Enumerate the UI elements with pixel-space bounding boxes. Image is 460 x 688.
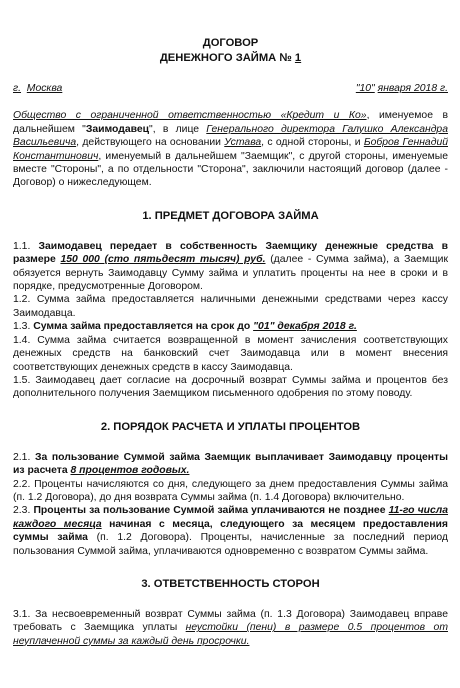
- clause-3-1: [13, 608, 448, 648]
- lender-organization: Общество с ограниченной ответственностью «Кредит и Ко»: [13, 110, 367, 122]
- penalty-rate: неустойки (пени) в размере 0.5 процентов от неуплаченной суммы за каждый день просрочки.: [13, 622, 448, 647]
- preamble-text: , именуемый в дальнейшем "Заемщик", с другой стороны, именуемые вместе "Стороны", а по отдельности "Сторона", заключили настоящий договор (далее - Договор) о нижеследующем.: [13, 150, 448, 189]
- clause-2-2: 2.2. Проценты начисляются со дня, следующего за днем предоставления Суммы займа (п. 1.2 Договора), до дня возврата Суммы займа (п. 1.4 Договора) включительно.: [13, 478, 448, 503]
- clause-number: 2.3.: [13, 505, 34, 517]
- clause-1-2: 1.2. Сумма займа предоставляется наличными денежными средствами через кассу Заимодавца.: [13, 294, 448, 319]
- interest-rate: 8 процентов годовых.: [70, 465, 190, 477]
- clause-number: 2.1.: [13, 451, 35, 463]
- clause-number: 1.3.: [13, 321, 34, 333]
- document-title: ДОГОВОР: [202, 37, 259, 49]
- clause-1-4: 1.4. Сумма займа считается возвращенной в момент зачисления соответствующих денежных средств на банковский счет Заимодавца или в момент внесения соответствующих денежных средств в кассу Заимодавца.: [13, 334, 448, 373]
- date-day: "10": [355, 83, 375, 94]
- clause-bold-text: начиная с месяца, следующего за месяцем предоставления суммы займа: [13, 518, 448, 544]
- clause-1-1: [13, 240, 448, 294]
- clause-1-5: 1.5. Заимодавец дает согласие на досрочный возврат Суммы займа и процентов без дополнительного получения Заемщиком письменного одобрения по этому поводу.: [13, 374, 448, 400]
- section-heading-subject: 1. ПРЕДМЕТ ДОГОВОРА ЗАЙМА: [142, 209, 319, 222]
- clause-text: (п. 1.2 Договора). Проценты, начисленные за последний период пользования Суммой займа, уплачиваются одновременно с возвратом Суммы займа.: [13, 532, 448, 557]
- section-heading-liability: 3. ОТВЕТСТВЕННОСТЬ СТОРОН: [141, 577, 320, 590]
- clause-text: 3.1. За несвоевременный возврат Суммы займа (п. 1.3 Договора) Заимодавец вправе требовать с Заемщика уплаты: [13, 608, 448, 634]
- section-heading-interest: 2. ПОРЯДОК РАСЧЕТА И УПЛАТЫ ПРОЦЕНТОВ: [100, 420, 361, 433]
- clause-bold-text: За пользование Суммой займа Заемщик выплачивает Заимодавцу проценты из расчета: [13, 451, 449, 477]
- authority-basis: Устава: [224, 137, 262, 149]
- clause-number: 1.1.: [13, 240, 39, 252]
- director-position: Генерального директора Галушко Александра Васильевича: [13, 123, 448, 149]
- preamble-text: , действующего на основании: [76, 137, 225, 149]
- document-subtitle: [13, 51, 448, 65]
- clause-bold-text: Проценты за пользование Суммой займа уплачиваются не позднее: [33, 505, 389, 517]
- clause-bold-text: Сумма займа предоставляется на срок до: [33, 321, 254, 333]
- preamble-text: , именуемое в дальнейшем ": [13, 110, 448, 135]
- date-block: [356, 82, 448, 95]
- clause-2-3: [13, 504, 448, 558]
- contract-number: 1: [294, 52, 302, 64]
- clause-2-1: [13, 451, 448, 478]
- subtitle-text: ДЕНЕЖНОГО ЗАЙМА №: [159, 52, 292, 64]
- borrower-name: Бобров Геннадий Константинович: [13, 137, 448, 162]
- loan-amount: 150 000 (сто пятьдесят тысяч) руб.: [60, 254, 266, 266]
- city-name: Москва: [26, 83, 63, 94]
- clause-bold-text: Заимодавец передает в собственность Заемщику денежные средства в размере: [13, 240, 448, 266]
- city-block: [13, 82, 62, 95]
- lender-role: Заимодавец: [85, 123, 150, 135]
- clause-1-3: [13, 320, 448, 333]
- payment-day: 11-го числа каждого месяца: [13, 505, 449, 530]
- preamble: [13, 109, 448, 189]
- preamble-text: ", в лице: [149, 123, 207, 135]
- city-date-line: [13, 82, 448, 95]
- loan-due-date: "01" декабря 2018 г.: [253, 321, 357, 333]
- preamble-text: , с одной стороны, и: [261, 137, 364, 149]
- date-month-year: января 2018 г.: [377, 83, 448, 94]
- clause-text: (далее - Сумма займа), а Заемщик обязуется вернуть Заимодавцу Сумму займа и уплатить проценты на нее в сроки и в порядке, предусмотренные Договором.: [13, 254, 449, 293]
- city-prefix: г.: [13, 83, 22, 94]
